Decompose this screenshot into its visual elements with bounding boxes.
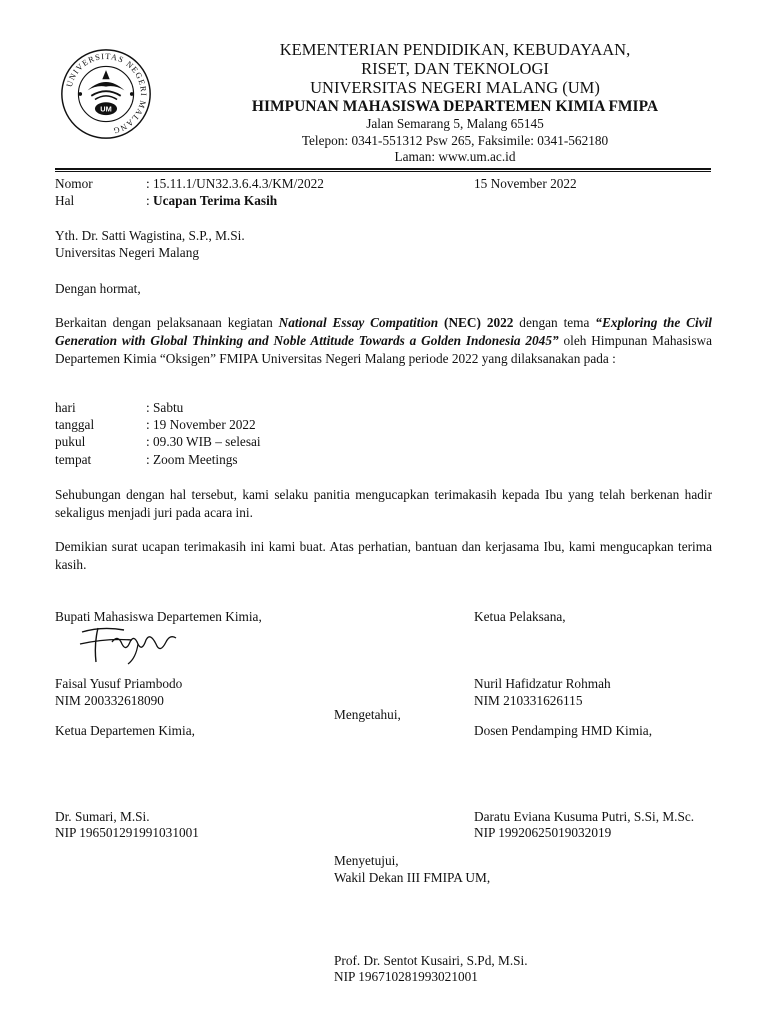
- letterhead-divider-thin: [55, 171, 711, 172]
- hal-value: Ucapan Terima Kasih: [153, 193, 278, 208]
- mengetahui-label: Mengetahui,: [334, 707, 401, 722]
- signatory-4-id: NIP 19920625019032019: [474, 825, 612, 840]
- letter-date: 15 November 2022: [474, 176, 577, 191]
- schedule-value-time: : 09.30 WIB – selesai: [146, 434, 261, 449]
- recipient-institution: Universitas Negeri Malang: [55, 245, 200, 260]
- event-abbr: (NEC) 2022: [438, 315, 514, 330]
- menyetujui-label: Menyetujui,: [334, 853, 399, 868]
- schedule-value-day: : Sabtu: [146, 400, 184, 415]
- schedule-label-day: hari: [55, 400, 76, 415]
- hal-colon: :: [146, 193, 154, 208]
- schedule-value-date: : 19 November 2022: [146, 417, 256, 432]
- signatory-4-title: Dosen Pendamping HMD Kimia,: [474, 723, 653, 738]
- signatory-2-name: Nuril Hafidzatur Rohmah: [474, 676, 611, 691]
- schedule-label-place: tempat: [55, 452, 92, 467]
- event-theme: “Exploring the Civil Generation with Global Thinking and Noble Attitude Towards a Golden Indonesia 2045”: [55, 315, 712, 348]
- p1-text-a: Berkaitan dengan pelaksanaan kegiatan: [55, 315, 279, 330]
- letterhead: [192, 40, 718, 166]
- seal-initials: UM: [100, 104, 112, 114]
- phone-fax: Telepon: 0341-551312 Psw 265, Faksimile: 0341-562180: [301, 132, 609, 148]
- signatory-1-title: Bupati Mahasiswa Departemen Kimia,: [55, 609, 262, 624]
- paragraph-closing: Demikian surat ucapan terimakasih ini kami buat. Atas perhatian, bantuan dan kerjasama Ibu, kami mengucapkan terima kasih.: [55, 539, 712, 572]
- seal-text: UNIVERSITAS NEGERI MALANG: [64, 51, 149, 136]
- signatory-1-id: NIM 200332618090: [55, 693, 164, 708]
- svg-text:UNIVERSITAS NEGERI MALANG: [65, 52, 148, 135]
- signatory-3-title: Ketua Departemen Kimia,: [55, 723, 195, 738]
- event-name: National Essay Compatition: [278, 315, 439, 330]
- website: Laman: www.um.ac.id: [394, 149, 516, 164]
- signatory-5-id: NIP 196710281993021001: [334, 969, 478, 984]
- greeting: Dengan hormat,: [55, 281, 141, 296]
- schedule-label-date: tanggal: [55, 417, 95, 432]
- handwritten-signature: [72, 622, 182, 668]
- signatory-2-title: Ketua Pelaksana,: [474, 609, 566, 624]
- signatory-5-title: Wakil Dekan III FMIPA UM,: [334, 870, 491, 885]
- p1-text-b: dengan tema: [513, 315, 596, 330]
- signatory-4-name: Daratu Eviana Kusuma Putri, S.Si, M.Sc.: [474, 809, 695, 824]
- nomor-label: Nomor: [55, 176, 93, 191]
- signatory-3-name: Dr. Sumari, M.Si.: [55, 809, 150, 824]
- signatory-1-name: Faisal Yusuf Priambodo: [55, 676, 183, 691]
- p1-text-c: oleh Himpunan Mahasiswa Departemen Kimia “Oksigen” FMIPA Universitas Negeri Malang periode 2022 yang dilaksanakan pada :: [55, 333, 712, 366]
- ministry-line-1: KEMENTERIAN PENDIDIKAN, KEBUDAYAAN,: [279, 40, 631, 59]
- schedule-value-place: : Zoom Meetings: [146, 452, 238, 467]
- paragraph-thanks: Sehubungan dengan hal tersebut, kami selaku panitia mengucapkan terimakasih kepada Ibu yang telah berkenan hadir sekaligus menjadi juri pada acara ini.: [55, 487, 712, 520]
- university-seal-logo: [60, 48, 152, 140]
- signatory-3-id: NIP 196501291991031001: [55, 825, 199, 840]
- ministry-line-2: RISET, DAN TEKNOLOGI: [361, 59, 549, 78]
- nomor-value: : 15.11.1/UN32.3.6.4.3/KM/2022: [146, 176, 324, 191]
- signatory-5-name: Prof. Dr. Sentot Kusairi, S.Pd, M.Si.: [334, 953, 528, 968]
- organization-name: HIMPUNAN MAHASISWA DEPARTEMEN KIMIA FMIPA: [251, 98, 659, 115]
- address: Jalan Semarang 5, Malang 65145: [366, 116, 544, 131]
- paragraph-intro: [55, 314, 712, 368]
- university-name: UNIVERSITAS NEGERI MALANG (UM): [310, 78, 600, 97]
- recipient-name: Yth. Dr. Satti Wagistina, S.P., M.Si.: [55, 228, 245, 243]
- hal-field: [146, 192, 277, 209]
- signatory-2-id: NIM 210331626115: [474, 693, 583, 708]
- letterhead-divider-thick: [55, 168, 711, 170]
- hal-label: Hal: [55, 193, 75, 208]
- schedule-label-time: pukul: [55, 434, 86, 449]
